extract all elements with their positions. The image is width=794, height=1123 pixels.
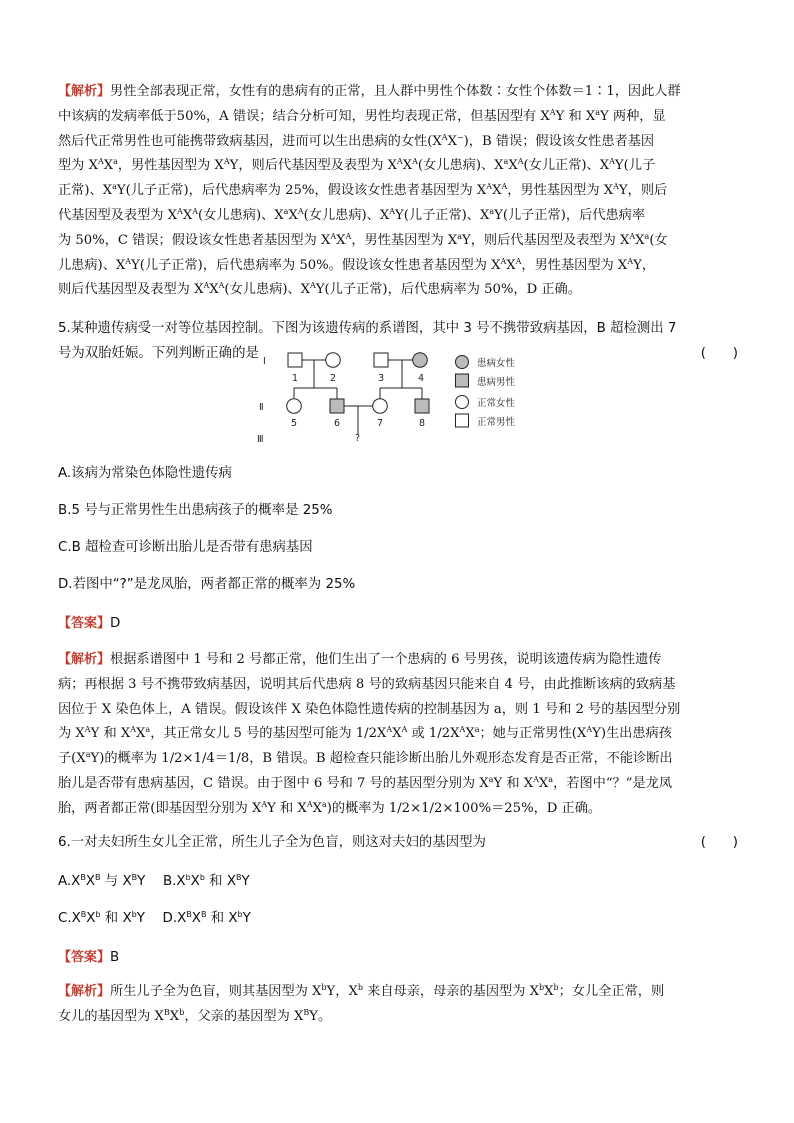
- answer-tag: 【答案】: [58, 616, 111, 631]
- q4-analysis: [58, 80, 681, 303]
- individual-2-normal-female: [326, 353, 341, 368]
- answer-paren: ( ): [700, 835, 738, 850]
- individual-3-normal-male: [374, 353, 388, 367]
- q6-analysis: 【解析】所生儿子全为色盲，则其基因型为 $X^bY$，$X^b$ 来自母亲，母亲的基因型为 $X^bX^b$；女儿全正常，则 女儿的基因型为 $X^BX^b$，父亲的基因型为 $X^BY$。: [58, 983, 665, 1024]
- analysis-line: 代基因型及表型为 $X^AX^A$(女儿患病)、$X^aX^A$(女儿患病)、$X^AY$(儿子正常)、$X^aY$(儿子正常)，后代患病率: [58, 206, 646, 223]
- analysis-line: 中该病的发病率低于50%，A 错误；结合分析可知，男性均表现正常，但基因型有 $X^AY$ 和 $X^aY$ 两种，显: [58, 107, 666, 124]
- answer-line: [58, 612, 120, 631]
- legend-normal-female-icon: [456, 396, 469, 409]
- question-text: 6.一对夫妇所生女儿全正常，所生儿子全为色盲，则这对夫妇的基因型为: [58, 835, 486, 850]
- answer-line: [58, 946, 119, 965]
- individual-7-normal-female: [373, 399, 388, 414]
- legend-label: 患病女性: [477, 358, 516, 369]
- options-ab: $A.X^BX^B$ 与 $X^BY$ $B.X^bX^b$ 和 $X^BY$: [58, 873, 250, 889]
- legend-affected-female-icon: [456, 356, 469, 369]
- analysis-line: 正常)、$X^aY$(儿子正常)，后代患病率为 25%，假设该女性患者基因型为 $X^AX^A$，男性基因型为 $X^AY$，则后: [58, 182, 668, 199]
- individual-number: 6: [334, 418, 341, 429]
- individual-5-normal-female: [287, 399, 302, 414]
- unknown-offspring: ?: [355, 433, 361, 444]
- individual-number: 3: [378, 373, 385, 384]
- answer-tag: 【答案】: [58, 950, 111, 965]
- analysis-line: 【解析】男性全部表现正常，女性有的患病有的正常，且人群中男性个体数∶女性个体数＝1∶1，因此人群: [58, 84, 681, 99]
- generation-label: Ⅰ: [263, 356, 266, 367]
- individual-1-normal-male: [288, 353, 302, 367]
- analysis-line: 为 50%，C 错误；假设该女性患者基因型为 $X^AX^A$，男性基因型为 $X^aY$，则后代基因型及表型为 $X^AX^a$(女: [58, 231, 668, 248]
- generation-label: Ⅱ: [259, 402, 264, 413]
- individual-number: 8: [419, 418, 426, 429]
- analysis-line: 儿患病)、$X^AY$(儿子正常)，后代患病率为 50%。假设该女性患者基因型为 $X^AX^A$，男性基因型为 $X^AY$，: [58, 256, 656, 273]
- individual-4-affected-female: [413, 353, 428, 368]
- legend-label: 正常女性: [477, 398, 516, 409]
- answer-value: B: [110, 950, 120, 965]
- analysis-line: 然后代正常男性也可能携带致病基因，进而可以生出患病的女性$(X^AX^-)$，B 错误；假设该女性患者基因: [58, 132, 655, 149]
- individual-number: 5: [291, 418, 298, 429]
- individual-number: 2: [330, 373, 337, 384]
- legend-normal-male-icon: [456, 414, 469, 427]
- q5-analysis: 【解析】根据系谱图中 1 号和 2 号都正常，他们生出了一个患病的 6 号男孩，说明该遗传病为隐性遗传 病；再根据 3 号不携带致病基因，说明其后代患病 8 号的致病基因只能来自 4 号，由此推断该病的致病基 因位于 X 染色体上，A 错误。假设该伴 X 染色体隐性遗传病的控制基因为 a，则 1 号和 2 号的基因型分别 为 $X^AY$ 和 $X^AX^a$，其正常女儿 5 号的基因型可能为 $1/2X^AX^A$ 或 $1/2X^AX^a$；她与正常男性$(X^AY)$生出患病孩 子$(X^aY)$的概率为 1/2×1/4＝1/8，B 错误。B 超检查只能诊断出胎儿外观形态发育是否正常，不能诊断出 胎儿是否带有患病基因，C 错误。由于图中 6 号和 7 号的基因型分别为 $X^aY$ 和 $X^AX^a$，若图中“？”是龙凤 胎，两者都正常(即基因型分别为 $X^AY$ 和 $X^AX^a$)的概率为 1/2×1/2×100%＝25%，D 正确。: [58, 652, 681, 816]
- options-cd: $C.X^BX^b$ 和 $X^bY$ $D.X^BX^B$ 和 $X^bY$: [58, 910, 251, 926]
- legend-affected-male-icon: [456, 374, 469, 387]
- answer-paren: ( ): [700, 346, 738, 361]
- individual-8-affected-male: [415, 399, 429, 413]
- individual-number: 7: [377, 418, 384, 429]
- analysis-tag: 【解析】: [58, 984, 111, 999]
- individual-6-affected-male: [330, 399, 344, 413]
- option-d: D.若图中“?”是龙凤胎，两者都正常的概率为 25%: [58, 577, 356, 592]
- option-a: A.该病为常染色体隐性遗传病: [58, 466, 232, 481]
- option-b: B.5 号与正常男性生出患病孩子的概率是 25%: [58, 503, 333, 518]
- analysis-tag: 【解析】: [58, 652, 111, 667]
- question-text: 5.某种遗传病受一对等位基因控制。下图为该遗传病的系谱图，其中 3 号不携带致病基因，B 超检测出 7: [58, 321, 677, 336]
- question-text: 号为双胎妊娠。下列判断正确的是: [58, 346, 259, 361]
- analysis-line: 型为 $X^AX^a$，男性基因型为 $X^AY$，则后代基因型及表型为 $X^AX^A$(女儿患病)、$X^aX^A$(女儿正常)、$X^AY$(儿子: [58, 157, 656, 174]
- analysis-line: 则后代基因型及表型为 $X^AX^A$(女儿患病)、$X^AY$(儿子正常)，后代患病率为 50%，D 正确。: [58, 281, 581, 298]
- individual-number: 4: [418, 373, 425, 384]
- analysis-tag: 【解析】: [58, 84, 111, 99]
- option-c: C.B 超检查可诊断出胎儿是否带有患病基因: [58, 540, 313, 555]
- pedigree-diagram: [257, 348, 540, 448]
- individual-number: 1: [292, 373, 299, 384]
- legend-label: 正常男性: [477, 417, 516, 428]
- legend-label: 患病男性: [477, 377, 516, 388]
- answer-value: D: [110, 616, 121, 631]
- generation-label: Ⅲ: [257, 434, 264, 445]
- q6-stem: [58, 830, 738, 855]
